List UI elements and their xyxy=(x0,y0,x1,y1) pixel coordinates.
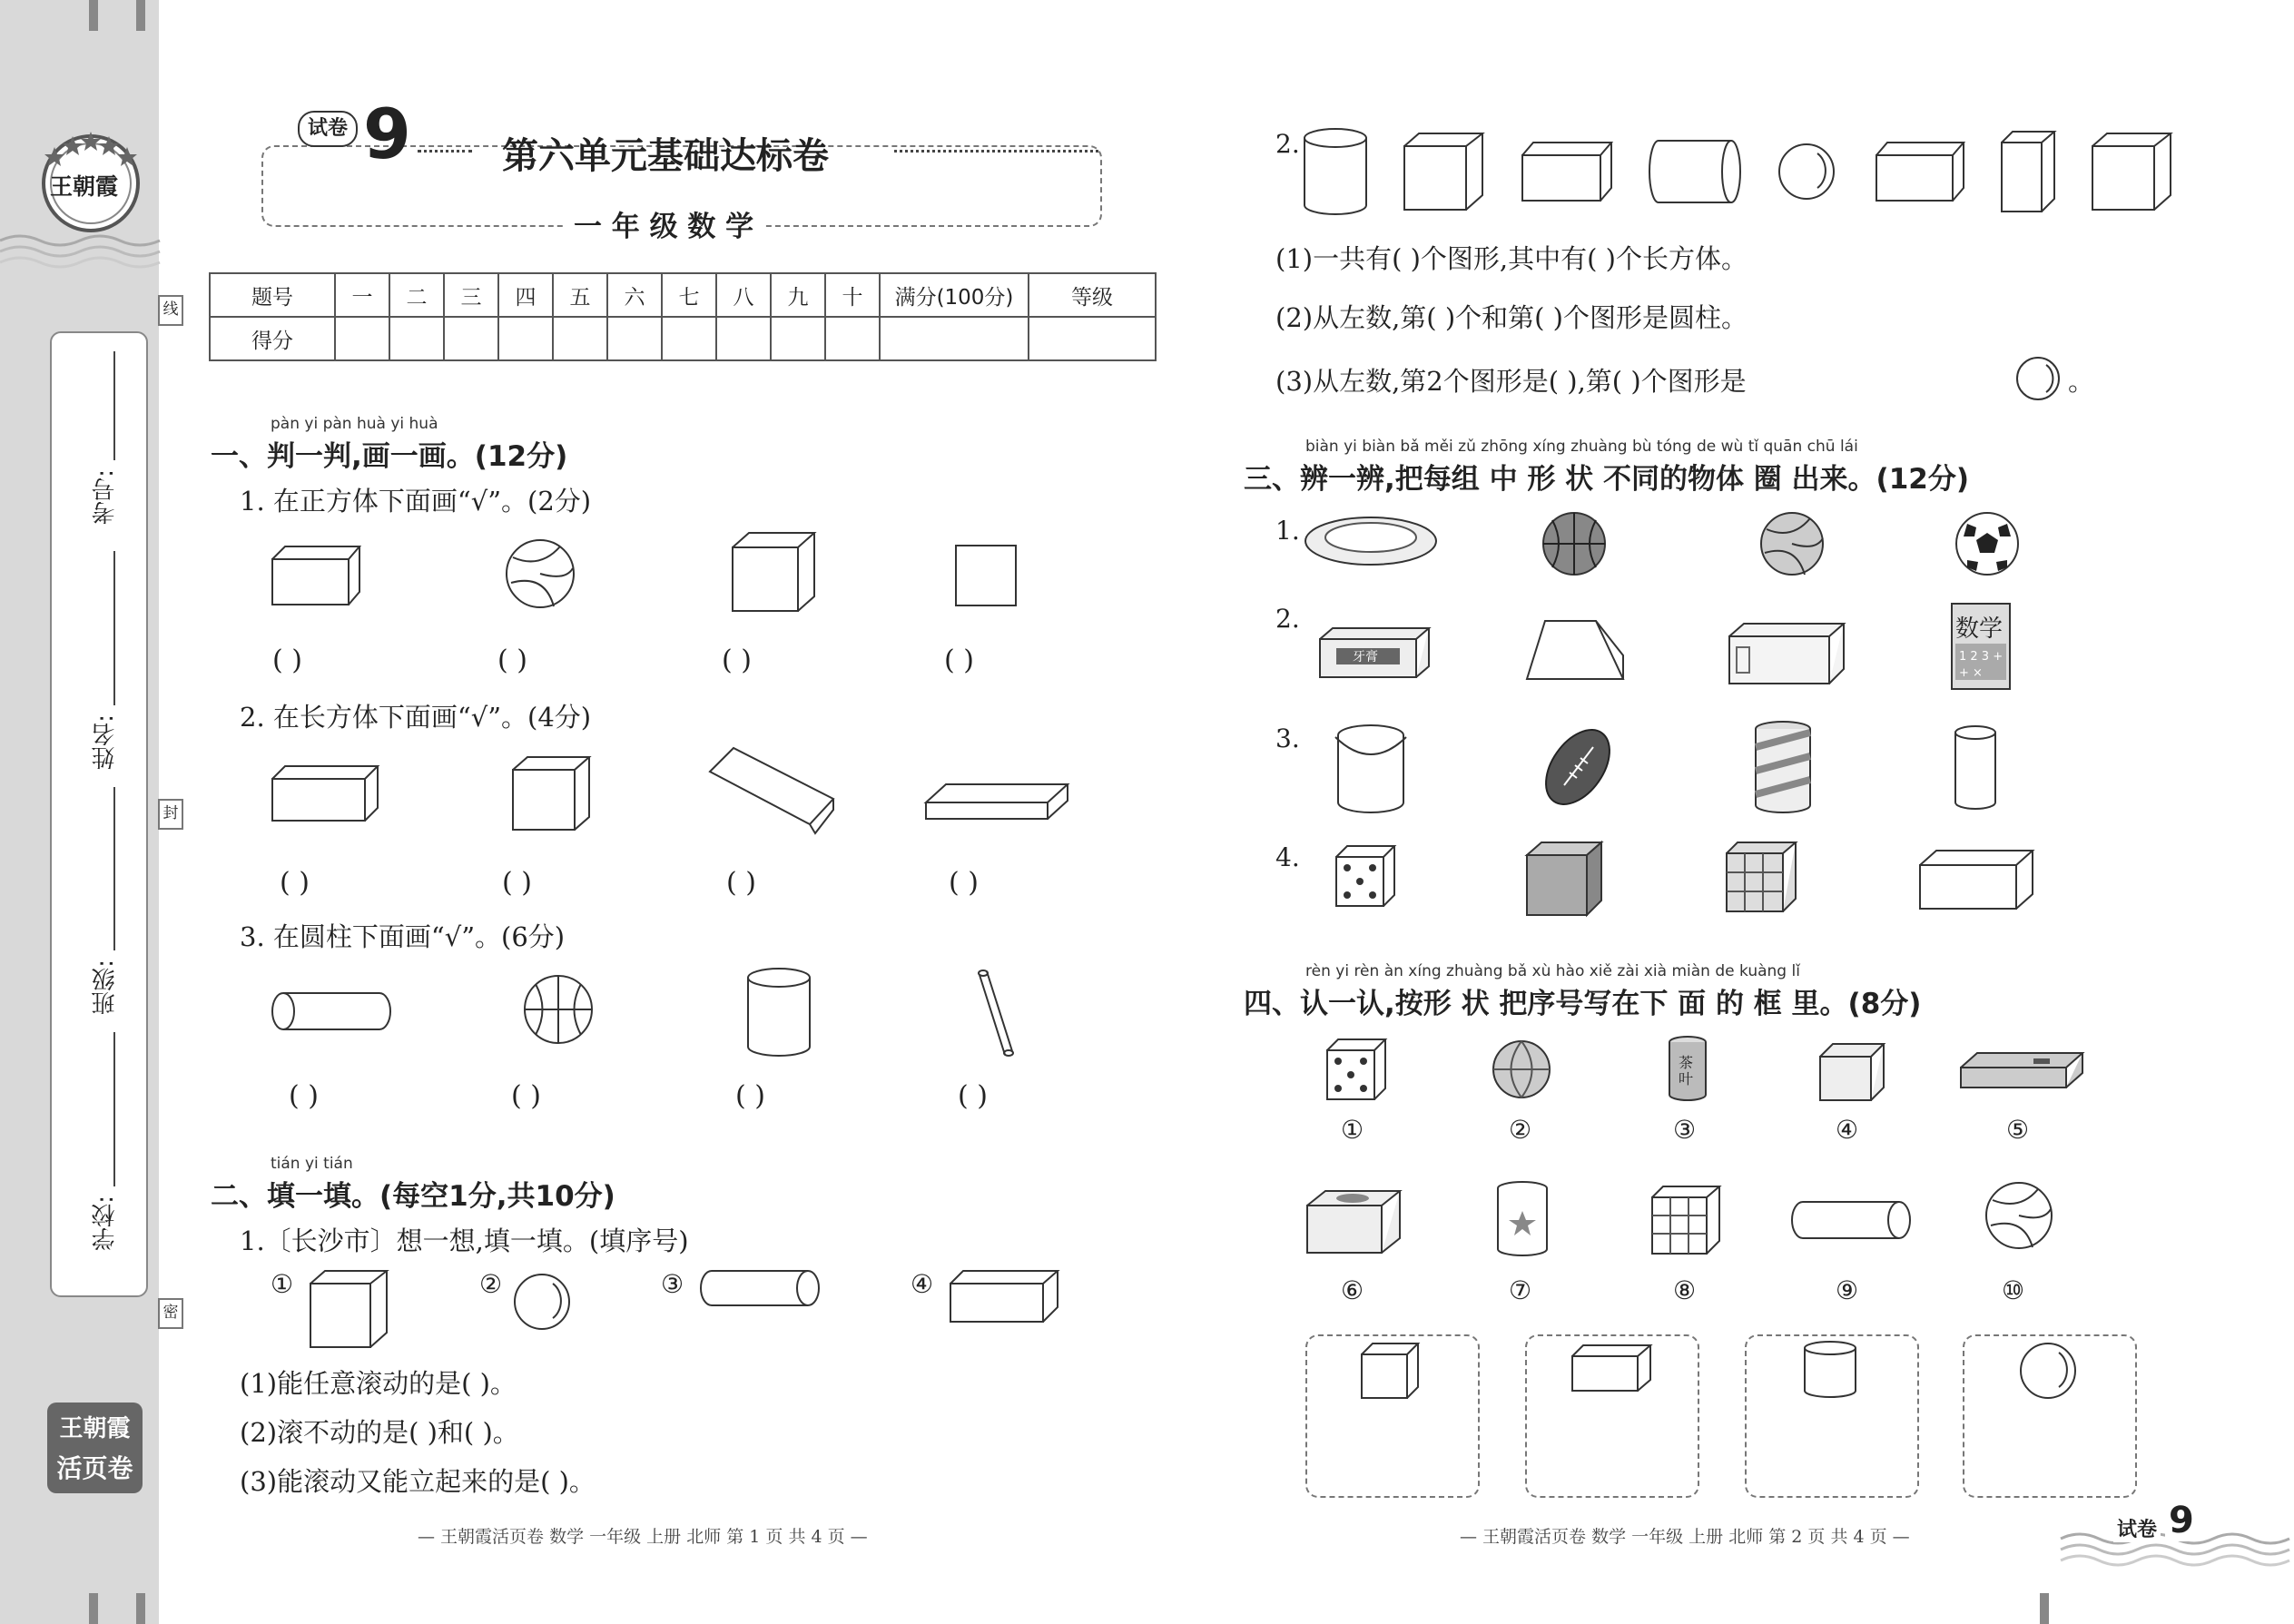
col-5: 五 xyxy=(553,273,607,317)
answer-paren[interactable]: ( ) xyxy=(289,1080,319,1112)
score-cell[interactable] xyxy=(389,317,444,360)
wave-decoration xyxy=(0,231,159,268)
row-number: 1. xyxy=(1275,516,1300,546)
score-label: 得分 xyxy=(210,317,335,360)
section1-pinyin: pàn yi pàn huà yi huà xyxy=(271,415,438,433)
section2-heading: 二、填一填。(每空1分,共10分) xyxy=(211,1180,615,1213)
section2-q1: 1.〔长沙市〕想一想,填一填。(填序号) xyxy=(240,1225,689,1256)
exam-number-label: 考号: xyxy=(92,469,119,525)
col-9: 九 xyxy=(771,273,825,317)
object-label-1: ① xyxy=(1341,1115,1364,1145)
answer-paren[interactable]: ( ) xyxy=(511,1080,541,1112)
grade-label: 等级 xyxy=(1029,273,1156,317)
name-label: 姓名: xyxy=(92,714,119,770)
object-label-6: ⑥ xyxy=(1341,1275,1364,1305)
toothpaste-label: 牙膏 xyxy=(1353,650,1378,664)
plate-icon xyxy=(1303,514,1439,568)
cuboid-shape xyxy=(949,1269,1059,1324)
cuboid-shape xyxy=(1875,141,1965,202)
object-label-3: ③ xyxy=(1673,1115,1697,1145)
section3-pinyin: biàn yi biàn bǎ měi zǔ zhōng xíng zhuàng bù tóng de wù tǐ quān chū lái xyxy=(1305,438,1858,456)
col-6: 六 xyxy=(607,273,662,317)
rugby-ball-icon xyxy=(1537,722,1619,812)
score-cell[interactable] xyxy=(880,317,1029,360)
lying-cylinder-shape xyxy=(699,1269,822,1307)
cube-shape xyxy=(309,1269,389,1349)
standing-cylinder-shape xyxy=(746,967,812,1058)
pencil-box-icon xyxy=(1959,1051,2086,1091)
volleyball-shape xyxy=(504,537,576,610)
question-number-label: 题号 xyxy=(210,273,335,317)
section1-heading: 一、判一判,画一画。(12分) xyxy=(211,440,568,473)
object-label-10: ⑩ xyxy=(2002,1275,2025,1305)
col-4: 四 xyxy=(498,273,553,317)
score-cell[interactable] xyxy=(662,317,716,360)
tea-can-label: 茶叶 xyxy=(1679,1054,1694,1088)
title-dots-left xyxy=(418,150,472,153)
col-1: 一 xyxy=(335,273,389,317)
binding-tab xyxy=(2040,1593,2049,1624)
sphere-inline-icon xyxy=(2015,356,2061,401)
section2-a3: (3)能滚动又能立起来的是( )。 xyxy=(240,1466,596,1497)
sphere-icon xyxy=(2019,1342,2077,1400)
score-cell[interactable] xyxy=(771,317,825,360)
section2-a2: (2)滚不动的是( )和( )。 xyxy=(240,1417,519,1448)
figure-label-4: ④ xyxy=(911,1269,934,1299)
row-number: 3. xyxy=(1275,723,1300,753)
answer-paren[interactable]: ( ) xyxy=(949,867,979,899)
footer-badge: 试卷 xyxy=(2113,1514,2161,1542)
tilted-cuboid-shape xyxy=(708,746,835,846)
stick-shape xyxy=(976,969,1021,1060)
answer-paren[interactable]: ( ) xyxy=(280,867,310,899)
score-table xyxy=(209,272,1157,361)
answer-paren[interactable]: ( ) xyxy=(944,645,974,676)
object-label-5: ⑤ xyxy=(2006,1115,2030,1145)
exam-number: 9 xyxy=(363,94,411,174)
answer-paren[interactable]: ( ) xyxy=(735,1080,765,1112)
book-subtitle: 1 2 3 + + × xyxy=(1959,650,2004,680)
tissue-box-icon xyxy=(1818,1042,1886,1102)
dice-icon xyxy=(1325,1038,1389,1101)
section3-heading: 三、辨一辨,把每组 中 形 状 不同的物体 圈 出来。(12分) xyxy=(1244,463,1970,496)
score-cell[interactable] xyxy=(716,317,771,360)
student-info-box xyxy=(50,331,148,1297)
cube-icon xyxy=(1525,841,1603,917)
score-cell[interactable] xyxy=(498,317,553,360)
row-number: 2. xyxy=(1275,604,1300,634)
section4-heading: 四、认一认,按形 状 把序号写在下 面 的 框 里。(8分) xyxy=(1244,988,1922,1020)
section2-b2: (2)从左数,第( )个和第( )个图形是圆柱。 xyxy=(1275,302,1748,333)
answer-paren[interactable]: ( ) xyxy=(958,1080,988,1112)
square-shape xyxy=(955,545,1019,608)
answer-paren[interactable]: ( ) xyxy=(272,645,302,676)
binding-tab xyxy=(136,0,145,31)
score-row xyxy=(210,317,1156,360)
section2-q2-number: 2. xyxy=(1275,129,1300,159)
name-field[interactable] xyxy=(113,551,115,705)
brand-line-1: 王朝霞 xyxy=(59,1415,131,1442)
section1-q1: 1. 在正方体下面画“√”。(2分) xyxy=(240,486,592,517)
title-dots-right xyxy=(894,150,1098,153)
cylinder-icon xyxy=(1954,724,1997,812)
section2-b3-end: 。 xyxy=(2068,366,2095,397)
logo-text: 王朝霞 xyxy=(50,173,119,200)
section2-b3: (3)从左数,第2个图形是( ),第( )个图形是 xyxy=(1275,366,1747,397)
row-number: 4. xyxy=(1275,842,1300,872)
class-label: 班级: xyxy=(92,960,119,1015)
book-title: 数学 xyxy=(1955,615,2004,643)
school-label: 学校: xyxy=(92,1196,119,1251)
box-with-hole-icon xyxy=(1305,1189,1401,1255)
cuboid-shape xyxy=(1521,141,1613,202)
exam-number-field[interactable] xyxy=(113,351,115,460)
cube-icon xyxy=(1360,1342,1422,1400)
score-cell[interactable] xyxy=(607,317,662,360)
figure-label-2: ② xyxy=(479,1269,503,1299)
object-label-7: ⑦ xyxy=(1509,1275,1532,1305)
cube-shape xyxy=(1403,132,1484,212)
paint-bucket-icon xyxy=(1330,717,1412,815)
lying-cylinder-shape xyxy=(271,991,393,1032)
section2-a1: (1)能任意滚动的是( )。 xyxy=(240,1368,517,1399)
answer-paren[interactable]: ( ) xyxy=(726,867,756,899)
milk-carton-icon xyxy=(1728,622,1846,685)
score-header-row xyxy=(210,273,1156,317)
school-field[interactable] xyxy=(113,1032,115,1186)
volleyball-icon xyxy=(1984,1180,2054,1251)
seal-char-line: 线 xyxy=(158,295,183,326)
cuboid-icon xyxy=(1570,1343,1652,1393)
section1-q3: 3. 在圆柱下面画“√”。(6分) xyxy=(240,921,566,952)
cylinder-icon xyxy=(1803,1340,1857,1398)
sphere-shape xyxy=(513,1273,571,1331)
rubik-cube-icon xyxy=(1725,841,1797,913)
cuboid-icon xyxy=(1918,849,2034,910)
sphere-shape xyxy=(1777,143,1836,201)
star-cup-icon xyxy=(1496,1180,1549,1256)
object-label-8: ⑧ xyxy=(1673,1275,1697,1305)
footer-number: 9 xyxy=(2165,1500,2198,1541)
score-cell[interactable] xyxy=(825,317,880,360)
cube-shape xyxy=(511,755,593,832)
basketball-shape xyxy=(522,973,595,1046)
striped-cylinder-icon xyxy=(1754,720,1813,815)
flat-cuboid-shape xyxy=(924,782,1069,828)
score-cell[interactable] xyxy=(444,317,498,360)
object-label-9: ⑨ xyxy=(1836,1275,1859,1305)
figure-label-1: ① xyxy=(271,1269,294,1299)
score-cell[interactable] xyxy=(335,317,389,360)
cube-shape xyxy=(731,531,817,613)
exam-badge: 试卷 xyxy=(298,111,358,147)
class-field[interactable] xyxy=(113,787,115,950)
standing-cylinder-shape xyxy=(1303,127,1368,216)
seal-char-secret: 密 xyxy=(158,1298,183,1329)
object-label-4: ④ xyxy=(1836,1115,1859,1145)
exam-title: 第六单元基础达标卷 xyxy=(502,135,829,177)
footer-left: — 王朝霞活页卷 数学 一年级 上册 北师 第 1 页 共 4 页 — xyxy=(418,1527,868,1547)
beach-ball-icon xyxy=(1492,1039,1551,1099)
section2-pinyin: tián yi tián xyxy=(271,1155,353,1173)
section2-b1: (1)一共有( )个图形,其中有( )个长方体。 xyxy=(1275,243,1748,274)
col-7: 七 xyxy=(662,273,716,317)
answer-paren[interactable]: ( ) xyxy=(722,645,752,676)
tall-cuboid-shape xyxy=(2000,130,2056,213)
grade-cell[interactable] xyxy=(1029,317,1156,360)
score-cell[interactable] xyxy=(553,317,607,360)
rubik-cube-icon xyxy=(1650,1185,1723,1255)
brand-logo-bottom xyxy=(47,1403,143,1493)
answer-paren[interactable]: ( ) xyxy=(497,645,527,676)
soccer-ball-icon xyxy=(1954,511,2020,576)
figure-label-3: ③ xyxy=(661,1269,684,1299)
answer-paren[interactable]: ( ) xyxy=(502,867,532,899)
col-10: 十 xyxy=(825,273,880,317)
section1-q2: 2. 在长方体下面画“√”。(4分) xyxy=(240,702,592,733)
binding-tab xyxy=(89,0,98,31)
col-3: 三 xyxy=(444,273,498,317)
basketball-icon xyxy=(1541,511,1607,576)
binding-tab xyxy=(136,1593,145,1624)
cuboid-shape xyxy=(271,764,379,823)
lying-cylinder-shape xyxy=(1648,139,1743,204)
section4-pinyin: rèn yi rèn àn xíng zhuàng bǎ xù hào xiě zài xià miàn de kuàng lǐ xyxy=(1305,962,1800,980)
brand-line-2: 活页卷 xyxy=(56,1453,133,1483)
seal-char-seal: 封 xyxy=(158,799,183,830)
full-score-label: 满分(100分) xyxy=(880,273,1029,317)
dice-icon xyxy=(1334,844,1398,908)
exam-subtitle: 一 年 级 数 学 xyxy=(565,203,763,244)
footer-right: — 王朝霞活页卷 数学 一年级 上册 北师 第 2 页 共 4 页 — xyxy=(1460,1527,1910,1547)
volleyball-icon xyxy=(1759,511,1825,576)
col-8: 八 xyxy=(716,273,771,317)
col-2: 二 xyxy=(389,273,444,317)
lying-cylinder-icon xyxy=(1790,1200,1913,1240)
cube-shape xyxy=(2091,132,2172,212)
binding-tab xyxy=(89,1593,98,1624)
cuboid-shape xyxy=(271,545,361,608)
object-label-2: ② xyxy=(1509,1115,1532,1145)
frustum-icon xyxy=(1525,619,1625,687)
